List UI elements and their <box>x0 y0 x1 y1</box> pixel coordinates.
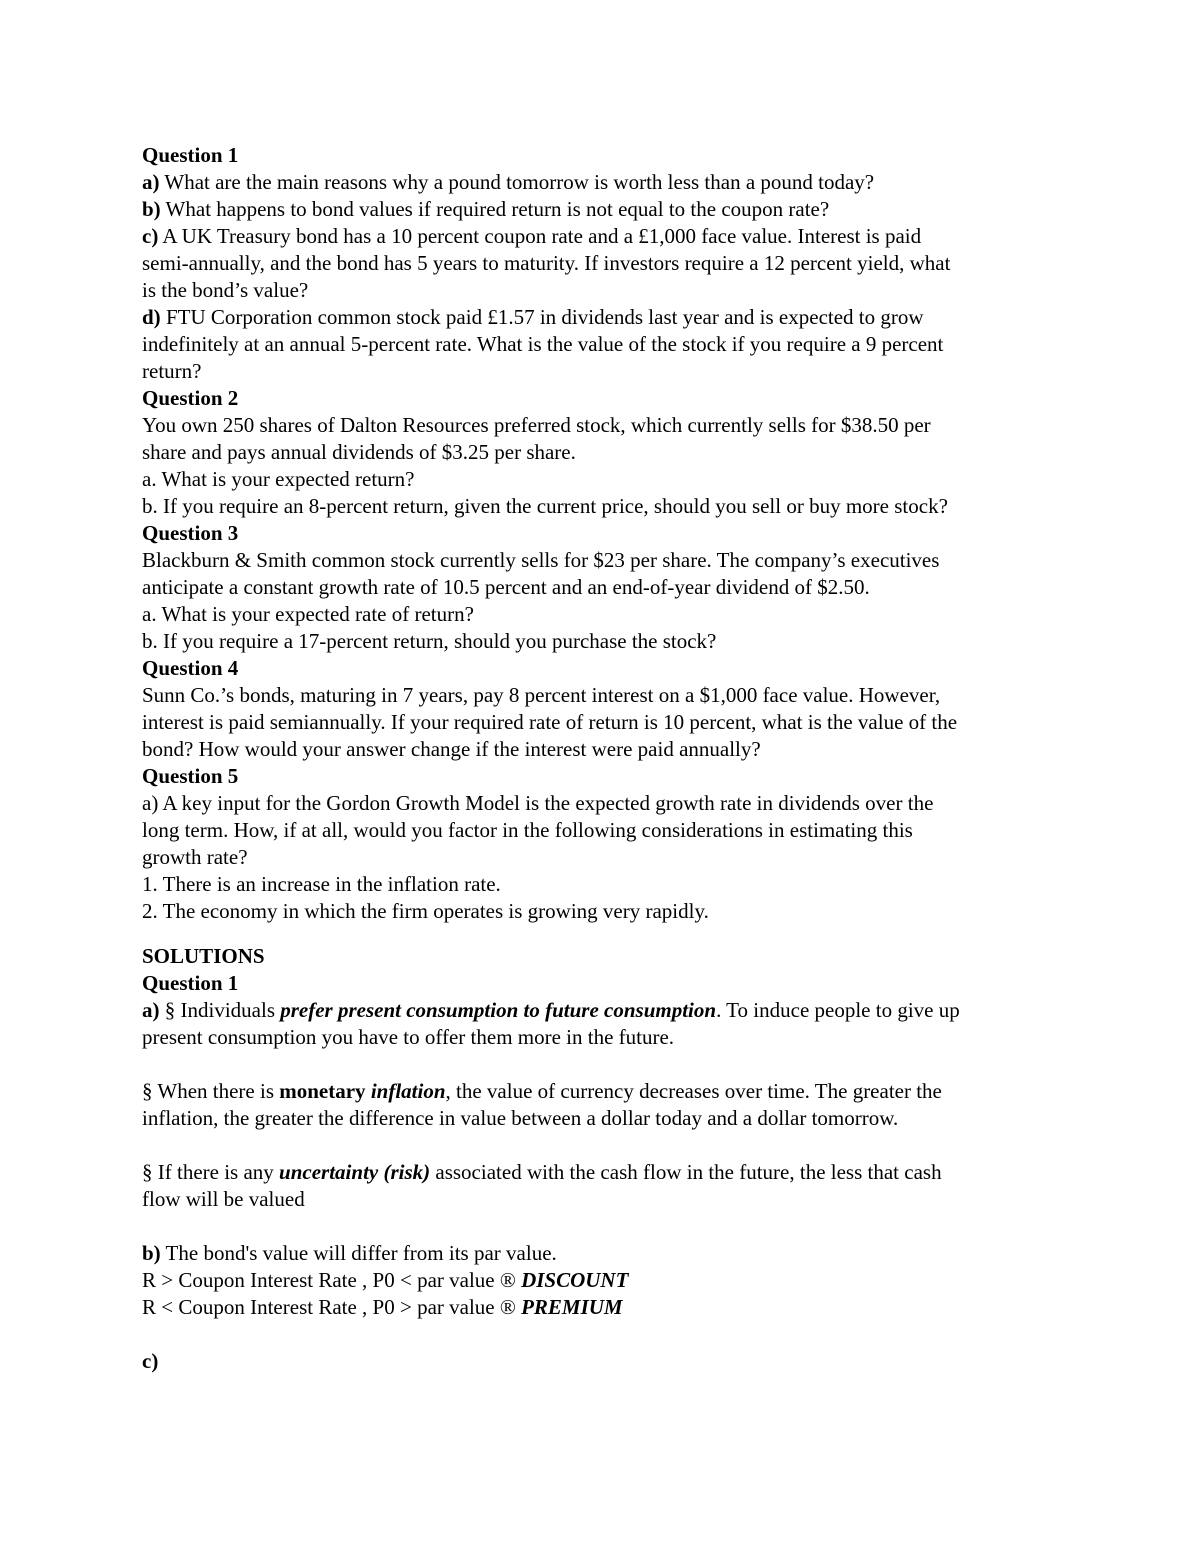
question-1b-text: What happens to bond values if required return is not equal to the coupon rate? <box>160 197 830 221</box>
label-c: c) <box>142 224 159 248</box>
question-2-line-2: share and pays annual dividends of $3.25 per share. <box>142 440 576 464</box>
question-3-line-1: Blackburn & Smith common stock currently sells for $23 per share. The company’s executives <box>142 548 940 572</box>
question-1d-line-3: return? <box>142 359 202 383</box>
solution-label-c: c) <box>142 1349 159 1373</box>
question-4-heading: Question 4 <box>142 656 239 680</box>
question-5-heading: Question 5 <box>142 764 239 788</box>
question-4-line-2: interest is paid semiannually. If your required rate of return is 10 percent, what is the value of the <box>142 710 958 734</box>
solution-text: R > Coupon Interest Rate , P0 < par value ® <box>142 1268 522 1292</box>
question-5-line-3: growth rate? <box>142 845 248 869</box>
solution-text: § When there is <box>142 1079 280 1103</box>
question-1c-text: A UK Treasury bond has a 10 percent coupon rate and a £1,000 face value. Interest is paid <box>158 224 922 248</box>
paragraph-gap <box>142 1051 1072 1078</box>
question-1-heading: Question 1 <box>142 143 239 167</box>
solution-1a-para-1-line-1 <box>142 997 1072 1024</box>
question-2a: a. What is your expected return? <box>142 467 415 491</box>
solution-1a-para-3-line-2: flow will be valued <box>142 1187 305 1211</box>
discount-label: DISCOUNT <box>521 1268 629 1292</box>
question-1d-line-1 <box>142 304 1072 331</box>
question-3a: a. What is your expected rate of return? <box>142 602 474 626</box>
question-2-heading: Question 2 <box>142 386 239 410</box>
solution-label-b: b) <box>142 1241 161 1265</box>
solution-text: . To induce people to give up <box>716 998 960 1022</box>
solution-text: , the value of currency decreases over time. The greater the <box>445 1079 942 1103</box>
question-1c-line-1 <box>142 223 1072 250</box>
question-3-line-2: anticipate a constant growth rate of 10.5 percent and an end-of-year dividend of $2.50. <box>142 575 870 599</box>
question-1d-line-2: indefinitely at an annual 5-percent rate. What is the value of the stock if you require a 9 percent <box>142 332 944 356</box>
solutions-title: SOLUTIONS <box>142 944 265 968</box>
label-d: d) <box>142 305 161 329</box>
solution-1a-para-3-line-1 <box>142 1159 1072 1186</box>
question-5-line-1: a) A key input for the Gordon Growth Model is the expected growth rate in dividends over the <box>142 791 934 815</box>
bold-text: monetary <box>279 1079 366 1103</box>
solution-1a-para-2-line-2: inflation, the greater the difference in value between a dollar today and a dollar tomorrow. <box>142 1106 899 1130</box>
solution-text: The bond's value will differ from its par value. <box>160 1241 557 1265</box>
premium-label: PREMIUM <box>521 1295 623 1319</box>
paragraph-gap <box>142 1213 1072 1240</box>
label-b: b) <box>142 197 161 221</box>
emphasis-text: inflation <box>370 1079 446 1103</box>
question-1b <box>142 196 1072 223</box>
question-1c-line-2: semi-annually, and the bond has 5 years to maturity. If investors require a 12 percent yield, what <box>142 251 951 275</box>
question-3-heading: Question 3 <box>142 521 239 545</box>
label-a: a) <box>142 170 160 194</box>
document-body <box>142 142 1072 1375</box>
solution-1a-para-1-line-2: present consumption you have to offer them more in the future. <box>142 1025 675 1049</box>
question-1a-text: What are the main reasons why a pound tomorrow is worth less than a pound today? <box>159 170 875 194</box>
solution-text: associated with the cash flow in the future, the less that cash <box>430 1160 942 1184</box>
question-4-line-1: Sunn Co.’s bonds, maturing in 7 years, pay 8 percent interest on a $1,000 face value. However, <box>142 683 941 707</box>
question-3b: b. If you require a 17-percent return, should you purchase the stock? <box>142 629 717 653</box>
solution-text: § Individuals <box>159 998 281 1022</box>
emphasis-text: prefer present consumption to future consumption <box>280 998 717 1022</box>
emphasis-text: uncertainty (risk) <box>279 1160 431 1184</box>
question-2b: b. If you require an 8-percent return, given the current price, should you sell or buy more stock? <box>142 494 948 518</box>
paragraph-gap <box>142 1321 1072 1348</box>
solution-text: § If there is any <box>142 1160 280 1184</box>
question-1c-line-3: is the bond’s value? <box>142 278 309 302</box>
solution-1-heading: Question 1 <box>142 971 239 995</box>
solution-1b-line-1 <box>142 1240 1072 1267</box>
question-5-item-2: 2. The economy in which the firm operates is growing very rapidly. <box>142 899 709 923</box>
question-1a <box>142 169 1072 196</box>
solution-text: R < Coupon Interest Rate , P0 > par value ® <box>142 1295 522 1319</box>
solution-1b-premium <box>142 1294 1072 1321</box>
solution-label-a: a) <box>142 998 160 1022</box>
question-1d-text: FTU Corporation common stock paid £1.57 in dividends last year and is expected to grow <box>160 305 924 329</box>
question-5-item-1: 1. There is an increase in the inflation rate. <box>142 872 501 896</box>
question-4-line-3: bond? How would your answer change if the interest were paid annually? <box>142 737 761 761</box>
question-5-line-2: long term. How, if at all, would you factor in the following considerations in estimating this <box>142 818 913 842</box>
question-2-line-1: You own 250 shares of Dalton Resources preferred stock, which currently sells for $38.50 per <box>142 413 931 437</box>
solution-1b-discount <box>142 1267 1072 1294</box>
solution-1a-para-2-line-1 <box>142 1078 1072 1105</box>
paragraph-gap <box>142 1132 1072 1159</box>
